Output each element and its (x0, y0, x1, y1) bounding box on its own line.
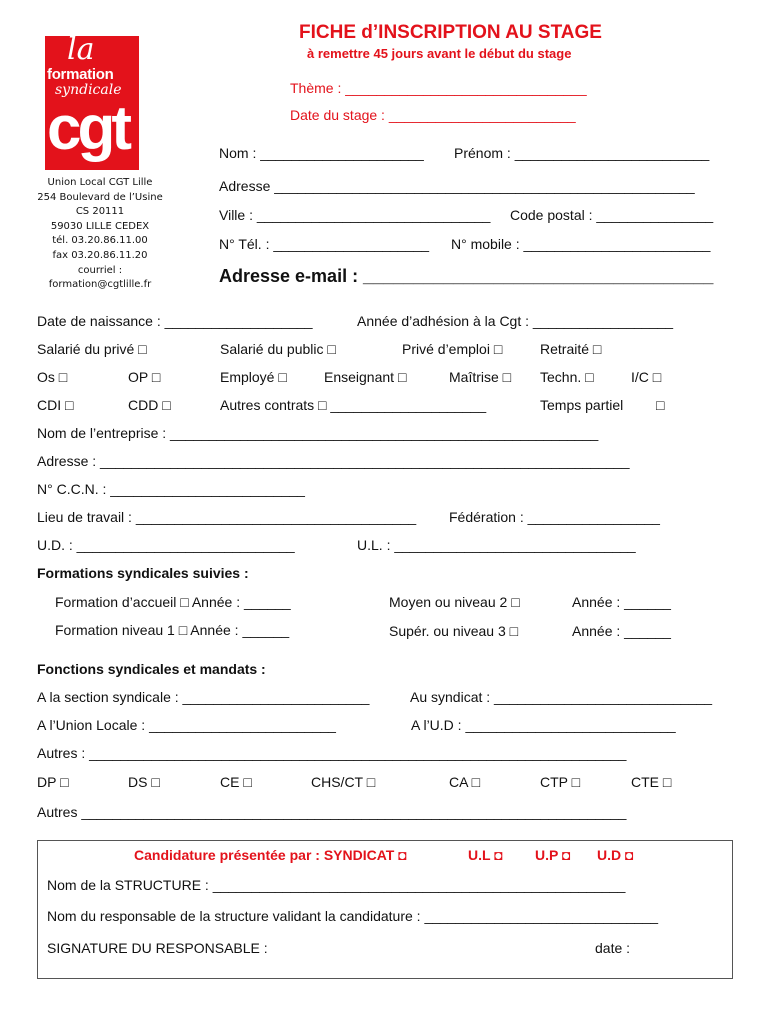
adresse-field[interactable]: Adresse ______________________________________________________ (219, 178, 695, 194)
candidature-ul-checkbox[interactable]: U.L ◘ (468, 847, 503, 863)
prenom-field[interactable]: Prénom : _________________________ (454, 145, 710, 161)
formation-niveau1-field[interactable]: Formation niveau 1 □ Année : ______ (55, 622, 290, 638)
address-line: 59030 LILLE CEDEX (50, 220, 150, 232)
date-stage-field[interactable]: Date du stage : ________________________ (290, 107, 576, 123)
annee-super-field[interactable]: Année : ______ (572, 623, 671, 639)
candidature-ud-checkbox[interactable]: U.D ◘ (597, 847, 634, 863)
theme-field[interactable]: Thème : _______________________________ (290, 80, 587, 96)
address-line: Union Local CGT Lille (47, 177, 153, 188)
naissance-field[interactable]: Date de naissance : ___________________ (37, 313, 313, 329)
email-link[interactable]: formation@cgtlille.fr (48, 279, 152, 291)
adhesion-field[interactable]: Année d’adhésion à la Cgt : __________________ (357, 313, 674, 329)
form-title: FICHE d’INSCRIPTION AU STAGE (299, 22, 602, 43)
nom-field[interactable]: Nom : _____________________ (219, 145, 424, 161)
ul-field[interactable]: U.L. : _______________________________ (357, 537, 636, 553)
dp-checkbox[interactable]: DP □ (37, 774, 69, 790)
phone-line: tél. 03.20.86.11.00 (52, 235, 148, 247)
email-label: courriel : (77, 264, 123, 276)
responsable-field[interactable]: Nom du responsable de la structure validant la candidature : ______________________________ (47, 908, 659, 924)
ce-checkbox[interactable]: CE □ (220, 774, 252, 790)
chsct-checkbox[interactable]: CHS/CT □ (311, 774, 376, 790)
maitrise-checkbox[interactable]: Maîtrise □ (449, 369, 512, 385)
union-locale-field[interactable]: A l’Union Locale : ________________________ (37, 717, 336, 733)
logo-formation-text: formation (47, 66, 114, 83)
formation-accueil-field[interactable]: Formation d’accueil □ Année : ______ (55, 594, 291, 610)
super-niveau3-checkbox[interactable]: Supér. ou niveau 3 □ (389, 623, 519, 639)
temps-partiel-label: Temps partiel (540, 397, 624, 413)
address-line: CS 20111 (75, 206, 125, 218)
telephone-field[interactable]: N° Tél. : ____________________ (219, 236, 430, 252)
federation-field[interactable]: Fédération : _________________ (449, 509, 660, 525)
form-subtitle: à remettre 45 jours avant le début du stage (307, 46, 572, 61)
logo-la-text: la (67, 36, 95, 67)
os-checkbox[interactable]: Os □ (37, 369, 68, 385)
enseignant-checkbox[interactable]: Enseignant □ (324, 369, 407, 385)
lieu-travail-field[interactable]: Lieu de travail : ____________________________________ (37, 509, 417, 525)
logo-cgt-text: cgt (47, 94, 128, 163)
techn-checkbox[interactable]: Techn. □ (540, 369, 594, 385)
adresse-entreprise-field[interactable]: Adresse : ____________________________________________________________________ (37, 453, 630, 469)
mobile-field[interactable]: N° mobile : ________________________ (451, 236, 711, 252)
ccn-field[interactable]: N° C.C.N. : _________________________ (37, 481, 305, 497)
salarie-public-checkbox[interactable]: Salarié du public □ (220, 341, 336, 357)
cte-checkbox[interactable]: CTE □ (631, 774, 672, 790)
ctp-checkbox[interactable]: CTP □ (540, 774, 581, 790)
annee-moyen-field[interactable]: Année : ______ (572, 594, 671, 610)
entreprise-field[interactable]: Nom de l’entreprise : _______________________________________________________ (37, 425, 599, 441)
ud-fonction-field[interactable]: A l’U.D : ___________________________ (411, 717, 676, 733)
ds-checkbox[interactable]: DS □ (128, 774, 160, 790)
code-postal-field[interactable]: Code postal : _______________ (510, 207, 714, 223)
section-syndicale-field[interactable]: A la section syndicale : ________________________ (37, 689, 370, 705)
signature-label: SIGNATURE DU RESPONSABLE : (47, 940, 268, 956)
cdd-checkbox[interactable]: CDD □ (128, 397, 171, 413)
moyen-niveau2-checkbox[interactable]: Moyen ou niveau 2 □ (389, 594, 520, 610)
autres-fonctions-field[interactable]: Autres : _____________________________________________________________________ (37, 745, 627, 761)
employe-checkbox[interactable]: Employé □ (220, 369, 287, 385)
cgt-formation-logo (45, 36, 139, 170)
email-field[interactable]: Adresse e-mail : ___________________________________ (219, 266, 714, 286)
candidature-up-checkbox[interactable]: U.P ◘ (535, 847, 571, 863)
logo-syndicale-text: syndicale (55, 82, 122, 98)
temps-partiel-checkbox[interactable]: □ (656, 397, 665, 413)
address-block (30, 176, 170, 293)
address-line: 254 Boulevard de l’Usine (37, 191, 163, 203)
fonctions-heading: Fonctions syndicales et mandats : (37, 661, 266, 677)
salarie-prive-checkbox[interactable]: Salarié du privé □ (37, 341, 147, 357)
ud-field[interactable]: U.D. : ____________________________ (37, 537, 295, 553)
autres-contrats-field[interactable]: Autres contrats □ ____________________ (220, 397, 487, 413)
ca-checkbox[interactable]: CA □ (449, 774, 481, 790)
candidature-syndicat-checkbox[interactable]: Candidature présentée par : SYNDICAT ◘ (134, 847, 407, 863)
retraite-checkbox[interactable]: Retraité □ (540, 341, 602, 357)
autres-mandats-field[interactable]: Autres ______________________________________________________________________ (37, 804, 627, 820)
ville-field[interactable]: Ville : ______________________________ (219, 207, 491, 223)
op-checkbox[interactable]: OP □ (128, 369, 161, 385)
syndicat-field[interactable]: Au syndicat : ____________________________ (410, 689, 713, 705)
ic-checkbox[interactable]: I/C □ (631, 369, 662, 385)
prive-emploi-checkbox[interactable]: Privé d’emploi □ (402, 341, 503, 357)
formations-heading: Formations syndicales suivies : (37, 565, 249, 581)
candidature-box (37, 840, 733, 979)
fax-line: fax 03.20.86.11.20 (52, 249, 148, 261)
structure-field[interactable]: Nom de la STRUCTURE : _____________________________________________________ (47, 877, 626, 893)
cdi-checkbox[interactable]: CDI □ (37, 397, 74, 413)
date-signature-label[interactable]: date : (595, 940, 631, 956)
